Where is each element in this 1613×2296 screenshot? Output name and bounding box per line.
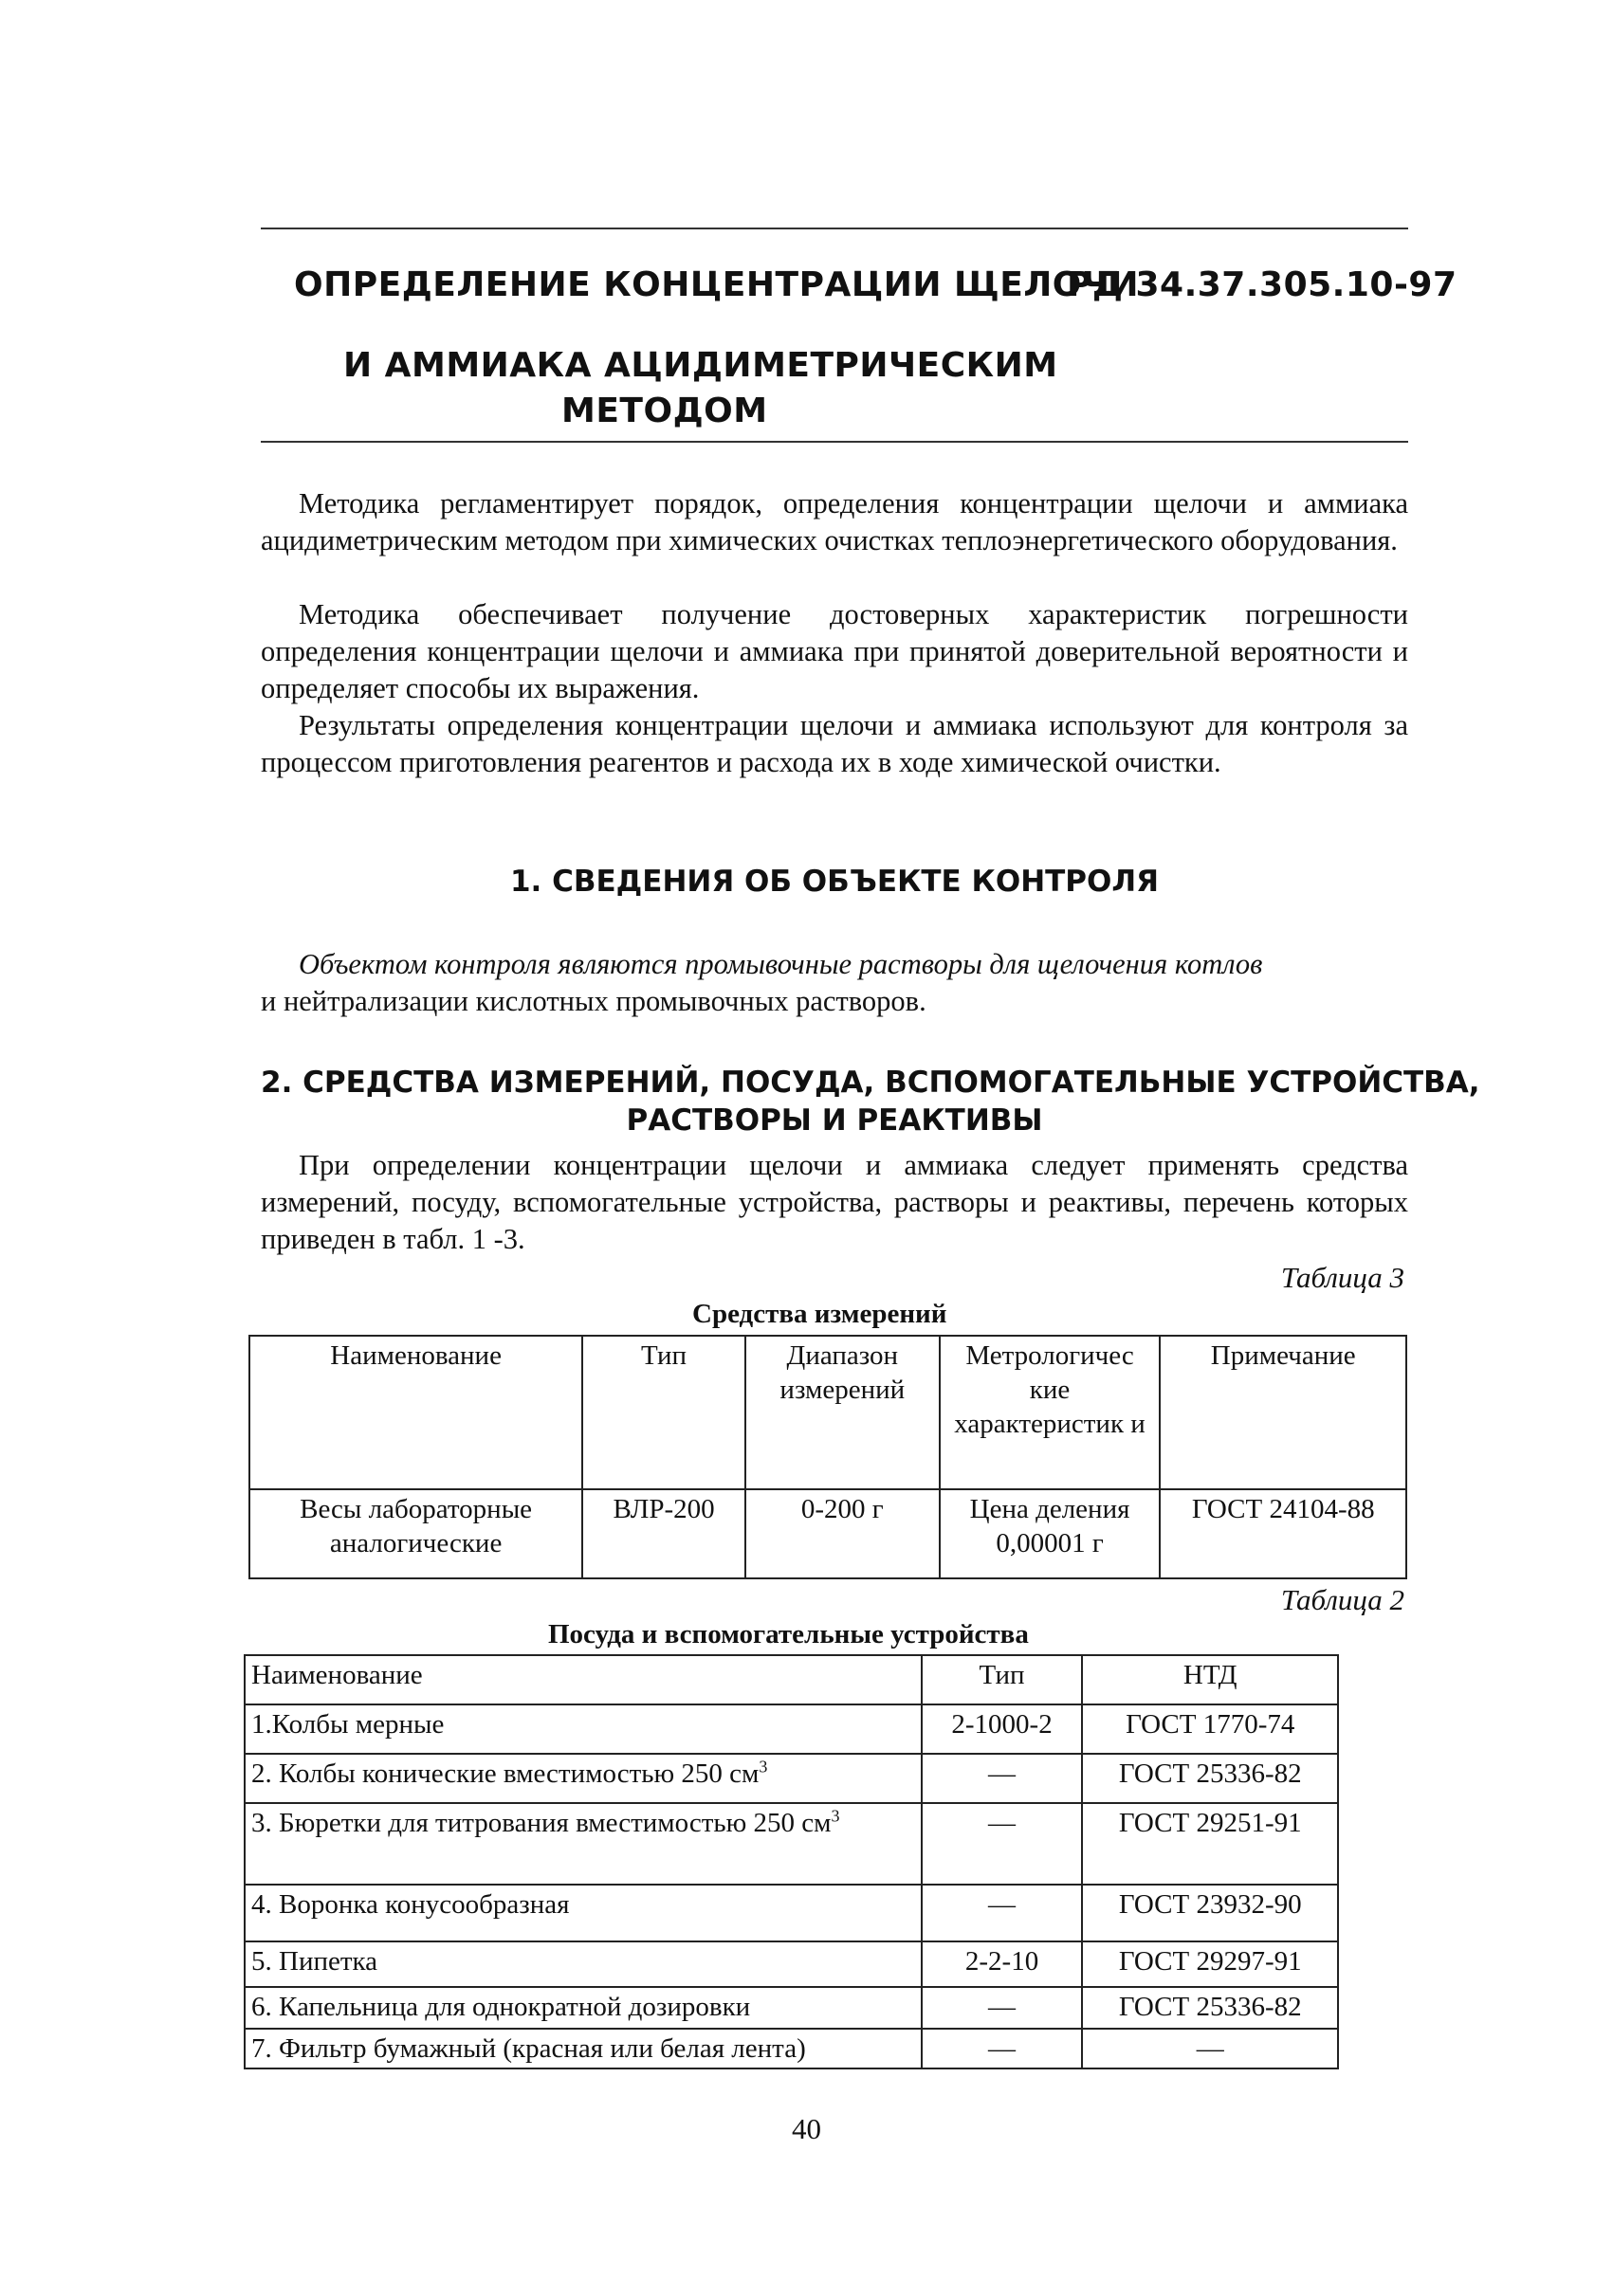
- document-code: РД 34.37.305.10-97: [1067, 265, 1457, 304]
- table-cell: ГОСТ 25336-82: [1082, 1987, 1338, 2029]
- table-cell: Весы лабораторные аналогические: [249, 1489, 582, 1578]
- table-cell: ГОСТ 29297-91: [1082, 1941, 1338, 1987]
- table-cell: ВЛР-200: [582, 1489, 745, 1578]
- cell-text: 3. Бюретки для титрования вместимостью 250 см: [251, 1808, 832, 1838]
- top-rule: [261, 228, 1408, 229]
- table-row: [245, 2029, 1338, 2068]
- title-line-2: И АММИАКА АЦИДИМЕТРИЧЕСКИМ: [343, 346, 1058, 385]
- table-row: [249, 1489, 1406, 1578]
- header-name: Наименование: [249, 1336, 582, 1489]
- section-1-text-rest: и нейтрализации кислотных промывочных растворов.: [261, 985, 926, 1017]
- header-note: Примечание: [1160, 1336, 1406, 1489]
- section-1-text-italic: Объектом контроля являются промывочные растворы для щелочения котлов: [299, 948, 1263, 980]
- table-cell: ГОСТ 1770-74: [1082, 1704, 1338, 1754]
- table-2-caption: Посуда и вспомогательные устройства: [548, 1619, 1029, 1649]
- table-cell: —: [1082, 2029, 1338, 2068]
- table-header-row: [249, 1336, 1406, 1489]
- header-range: Диапазон измерений: [745, 1336, 940, 1489]
- section-2-text: При определении концентрации щелочи и аммиака следует применять средства измерений, посуду, вспомогательные устройства, растворы и реактивы, перечень которых приведен в табл. 1 -3.: [261, 1149, 1408, 1255]
- header-type: Тип: [922, 1655, 1083, 1704]
- table-row: [245, 1941, 1338, 1987]
- table-cell: 4. Воронка конусообразная: [245, 1885, 922, 1941]
- table-cell: ГОСТ 29251-91: [1082, 1803, 1338, 1885]
- table-cell: 6. Капельница для однократной дозировки: [245, 1987, 922, 2029]
- header-metrology: Метрологичес кие характеристик и: [940, 1336, 1161, 1489]
- table-2-label: Таблица 2: [1280, 1583, 1404, 1616]
- table-cell: 0-200 г: [745, 1489, 940, 1578]
- intro-paragraph-3: Результаты определения концентрации щелочи и аммиака используют для контроля за процессом приготовления реагентов и расхода их в ходе химической очистки.: [261, 709, 1408, 778]
- table-3-label: Таблица 3: [1280, 1261, 1404, 1294]
- table-cell: —: [922, 2029, 1083, 2068]
- table-row: [245, 1803, 1338, 1885]
- section-1-title: 1. СВЕДЕНИЯ ОБ ОБЪЕКТЕ КОНТРОЛЯ: [509, 865, 1159, 899]
- table-header-row: [245, 1655, 1338, 1704]
- header-name: Наименование: [245, 1655, 922, 1704]
- table-3-caption: Средства измерений: [692, 1299, 947, 1329]
- table-cell: Цена деления 0,00001 г: [940, 1489, 1161, 1578]
- table-row: [245, 1704, 1338, 1754]
- table-cell: —: [922, 1803, 1083, 1885]
- section-2-title-line-1: 2. СРЕДСТВА ИЗМЕРЕНИЙ, ПОСУДА, ВСПОМОГАТЕЛЬНЫЕ УСТРОЙСТВА,: [261, 1066, 1480, 1100]
- table-cell: 2-2-10: [922, 1941, 1083, 1987]
- title-line-3: МЕТОДОМ: [561, 392, 768, 430]
- intro-paragraph-2: Методика обеспечивает получение достоверных характеристик погрешности определения концентрации щелочи и аммиака при принятой доверительной вероятности и определяет способы их выражения.: [261, 598, 1408, 704]
- table-cell: 1.Колбы мерные: [245, 1704, 922, 1754]
- table-cell: —: [922, 1754, 1083, 1803]
- table-cell: [245, 1754, 922, 1803]
- superscript: 3: [831, 1806, 840, 1826]
- table-row: [245, 1754, 1338, 1803]
- table-row: [245, 1885, 1338, 1941]
- intro-paragraph-1: Методика регламентирует порядок, определения концентрации щелочи и аммиака ацидиметрическим методом при химических очистках теплоэнергетического оборудования.: [261, 487, 1408, 556]
- table-cell: 7. Фильтр бумажный (красная или белая лента): [245, 2029, 922, 2068]
- table-cell: —: [922, 1987, 1083, 2029]
- cell-text: 2. Колбы конические вместимостью 250 см: [251, 1758, 760, 1789]
- table-cell: ГОСТ 23932-90: [1082, 1885, 1338, 1941]
- section-2-title-line-2: РАСТВОРЫ И РЕАКТИВЫ: [626, 1103, 1043, 1138]
- table-row: [245, 1987, 1338, 2029]
- glassware-table: [244, 1654, 1339, 2069]
- table-cell: 5. Пипетка: [245, 1941, 922, 1987]
- superscript: 3: [759, 1757, 768, 1777]
- table-cell: 2-1000-2: [922, 1704, 1083, 1754]
- page-number: 40: [792, 2112, 821, 2145]
- table-cell: [245, 1803, 922, 1885]
- table-cell: ГОСТ 25336-82: [1082, 1754, 1338, 1803]
- table-cell: —: [922, 1885, 1083, 1941]
- header-bottom-rule: [261, 441, 1408, 443]
- measuring-instruments-table: [248, 1335, 1407, 1579]
- table-cell: ГОСТ 24104-88: [1160, 1489, 1406, 1578]
- title-line-1: ОПРЕДЕЛЕНИЕ КОНЦЕНТРАЦИИ ЩЕЛОЧИ: [294, 265, 1140, 304]
- header-type: Тип: [582, 1336, 745, 1489]
- section-1-text: [261, 946, 1408, 1020]
- header-standard: НТД: [1082, 1655, 1338, 1704]
